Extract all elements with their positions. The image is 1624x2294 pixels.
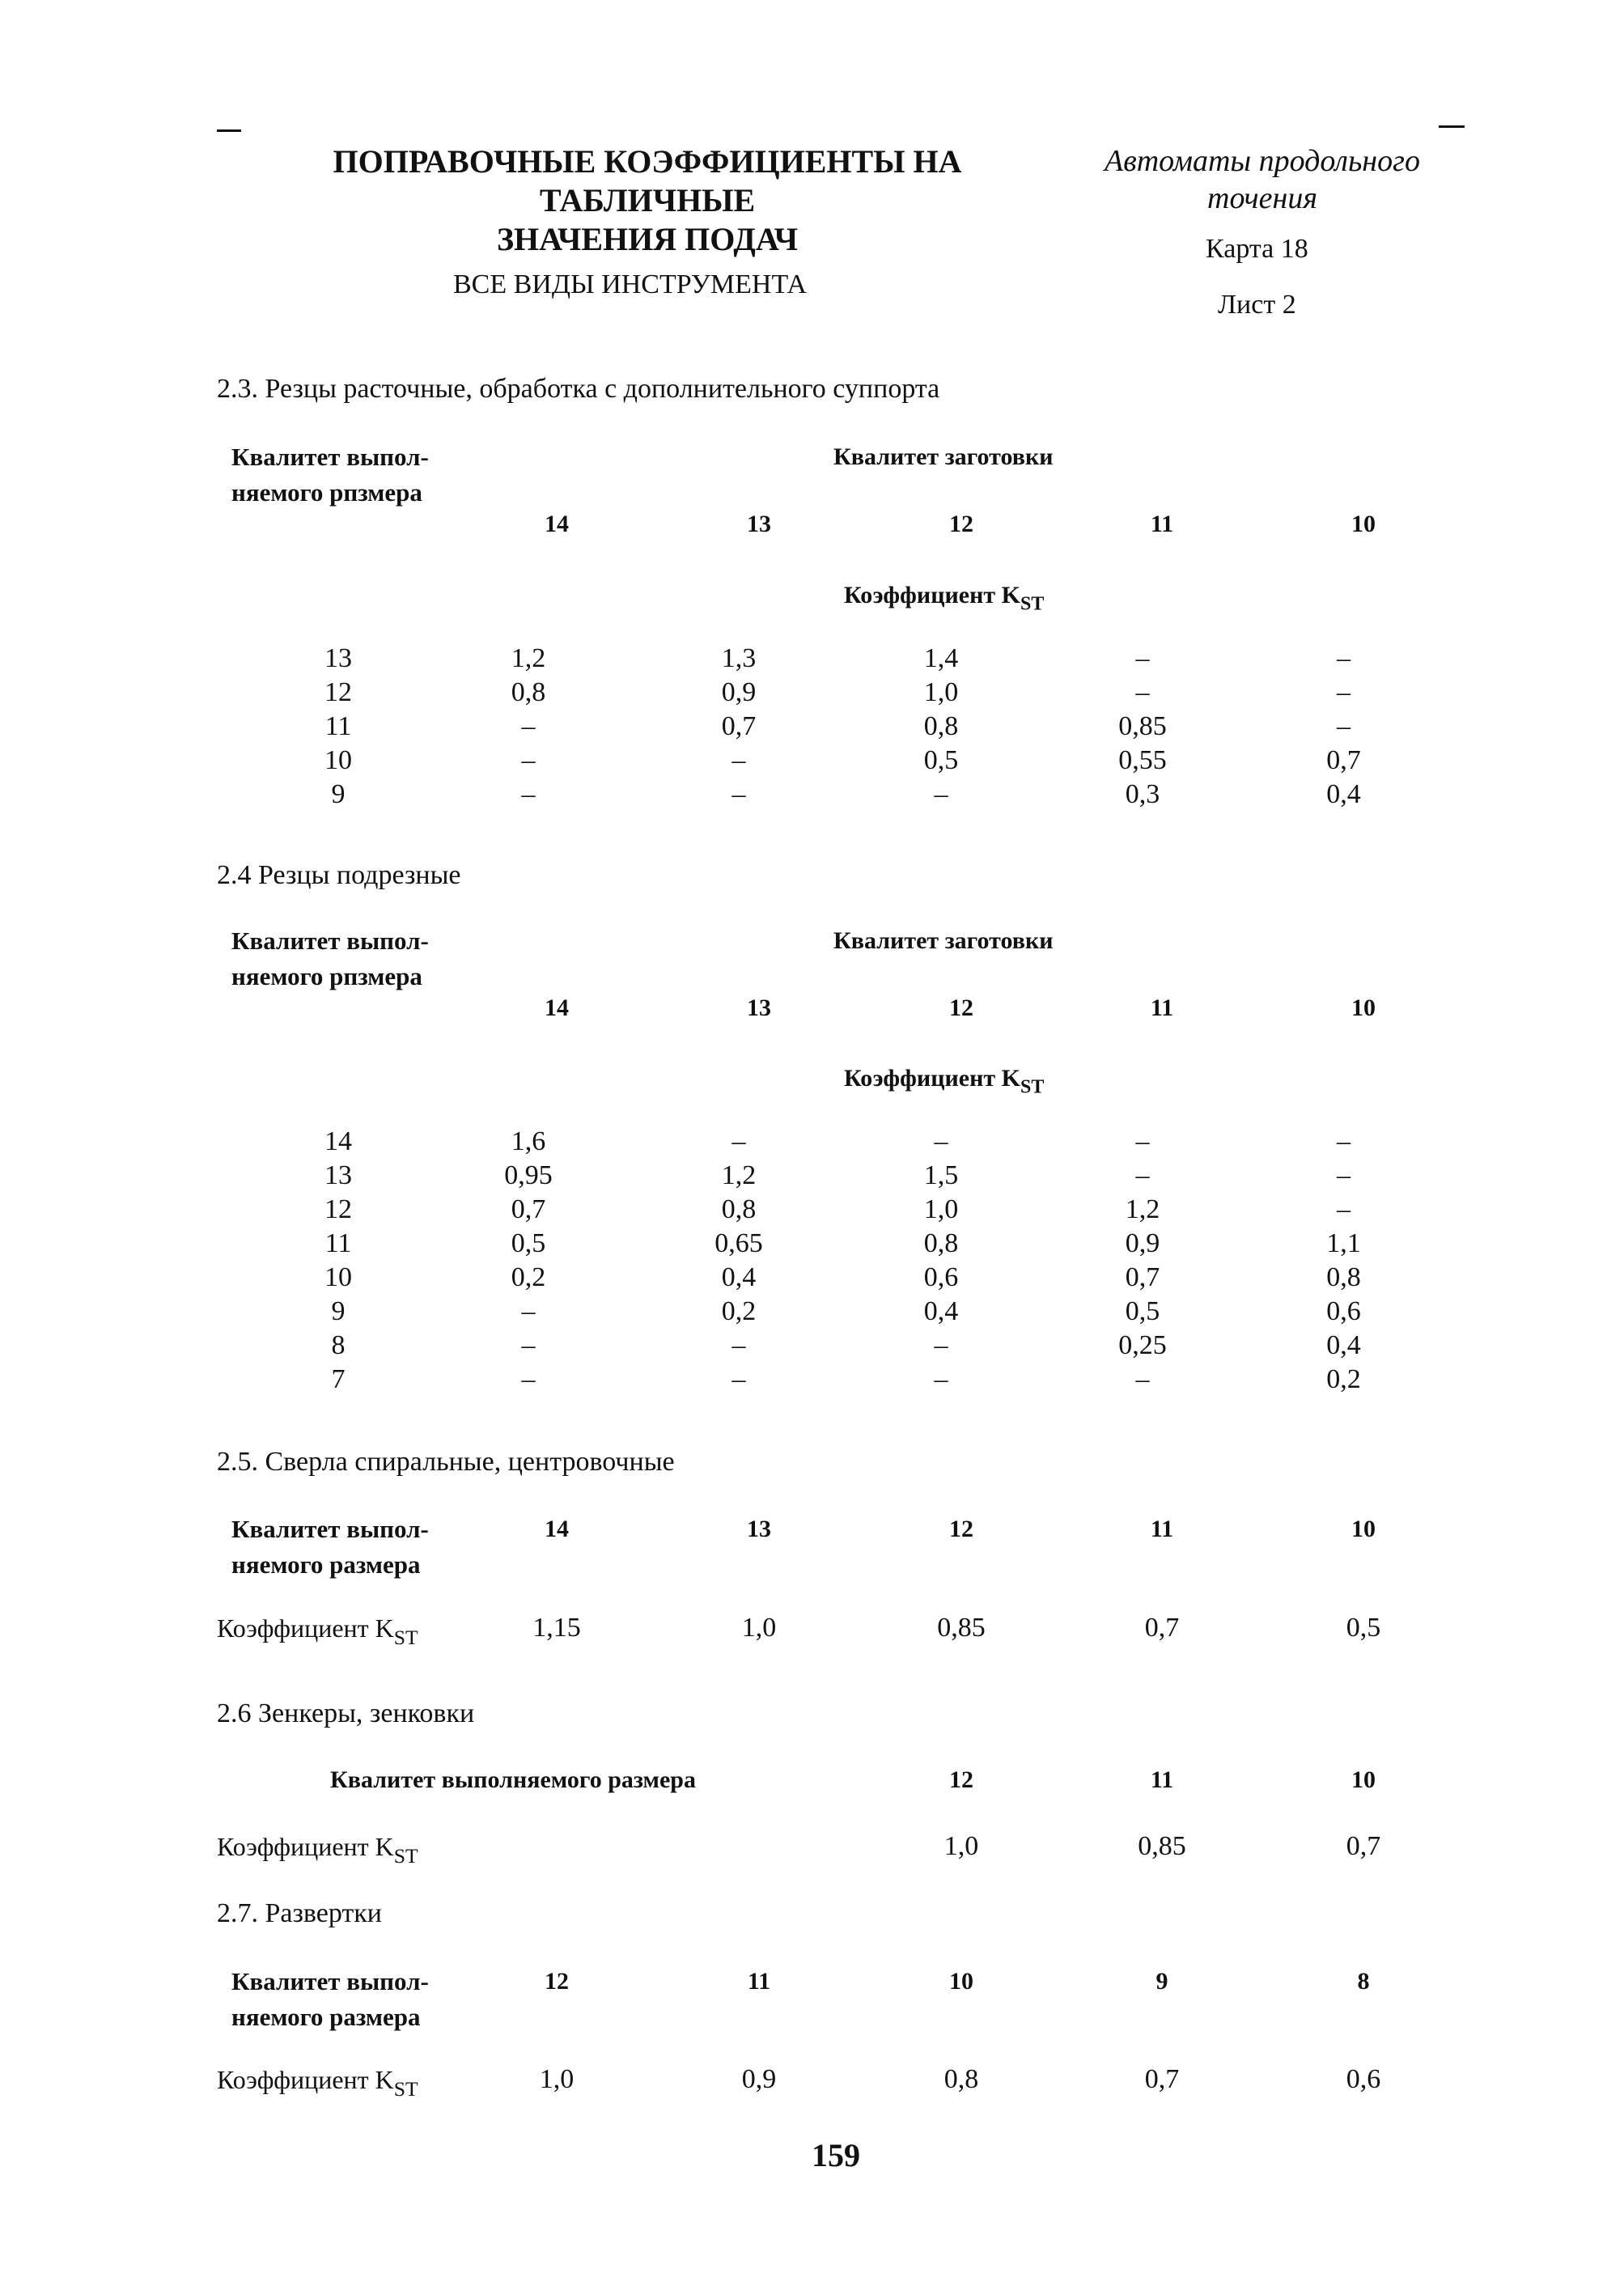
row-quality: 9: [331, 1296, 346, 1326]
table-row: [257, 710, 1444, 744]
coef-cell: 0,8: [923, 1228, 959, 1258]
column-header: 11: [1150, 1766, 1174, 1793]
coef-cell: 0,6: [1326, 1296, 1361, 1326]
coef-cell: –: [934, 1126, 948, 1156]
coef-row-label: [217, 1612, 418, 1654]
section-2-4-columns: [0, 992, 1624, 1024]
coef-cell: –: [1337, 1194, 1351, 1224]
section-2-6-columns: [0, 1764, 1624, 1796]
table-row: [257, 676, 1444, 710]
coef-value: 0,7: [1144, 1613, 1180, 1643]
coef-cell: –: [934, 1330, 948, 1360]
table-row: [257, 642, 1444, 676]
column-header: 8: [1357, 1968, 1370, 1995]
coef-cell: 0,8: [923, 711, 959, 741]
coef-cell: 0,55: [1118, 745, 1167, 775]
coef-value: 1,0: [539, 2064, 575, 2094]
coef-cell: –: [1135, 1126, 1150, 1156]
coef-text: Коэффициент K: [217, 1832, 394, 1861]
coef-cell: 0,6: [923, 1262, 959, 1292]
coef-cell: 0,4: [923, 1296, 959, 1326]
coef-cell: –: [1337, 1126, 1351, 1156]
coef-cell: –: [1337, 711, 1351, 741]
coef-cell: 0,9: [1125, 1228, 1160, 1258]
section-2-3-column-group: Квалитет заготовки: [833, 443, 1054, 470]
coef-value: 0,85: [937, 1613, 986, 1643]
coef-cell: 0,8: [721, 1194, 757, 1224]
row-quality: 13: [324, 643, 352, 673]
coef-subscript: ST: [393, 1625, 418, 1649]
coef-cell: –: [1135, 677, 1150, 707]
table-row: [257, 1193, 1444, 1227]
coef-cell: 0,4: [1326, 1330, 1361, 1360]
row-quality: 11: [324, 1228, 352, 1258]
column-header: 12: [949, 511, 973, 537]
coef-cell: –: [521, 1364, 536, 1394]
machine-category: Автоматы продольного точения: [1105, 144, 1420, 215]
section-2-4-row-label: Квалитет выпол- няемого рпзмера: [231, 927, 429, 990]
row-quality: 12: [324, 677, 352, 707]
section-2-3-columns: [0, 508, 1624, 541]
coef-cell: –: [731, 745, 746, 775]
coef-value: 1,0: [943, 1831, 979, 1861]
column-header: 14: [545, 511, 569, 537]
coef-value: 0,9: [741, 2064, 777, 2094]
section-2-4-title: 2.4 Резцы подрезные: [217, 860, 461, 890]
coef-cell: 1,4: [923, 643, 959, 673]
coef-cell: –: [934, 1364, 948, 1394]
column-header: 10: [1351, 994, 1376, 1021]
section-2-4-column-group: Квалитет заготовки: [833, 927, 1054, 954]
table-row: [257, 1261, 1444, 1295]
coef-cell: –: [1135, 643, 1150, 673]
coef-cell: –: [1337, 1160, 1351, 1190]
coef-cell: 1,6: [511, 1126, 546, 1156]
page-title: ПОПРАВОЧНЫЕ КОЭФФИЦИЕНТЫ НА ТАБЛИЧНЫЕ ЗНАЧЕНИЯ ПОДАЧ: [333, 143, 962, 257]
section-2-5-title: 2.5. Сверла спиральные, центровочные: [217, 1447, 675, 1477]
coef-cell: 0,5: [511, 1228, 546, 1258]
column-header: 12: [949, 1766, 973, 1793]
coef-cell: 0,7: [1125, 1262, 1160, 1292]
section-2-3-table: [257, 642, 1444, 812]
coef-cell: –: [731, 779, 746, 809]
coef-value: 0,85: [1138, 1831, 1186, 1861]
table-row: [257, 1125, 1444, 1159]
section-2-5-row-label: Квалитет выпол- няемого размера: [231, 1515, 429, 1579]
coef-cell: –: [521, 1296, 536, 1326]
coef-cell: 0,85: [1118, 711, 1167, 741]
column-header: 13: [747, 994, 771, 1021]
section-2-5-columns: [0, 1513, 1624, 1546]
coef-cell: 0,4: [721, 1262, 757, 1292]
coef-row-label: [217, 1830, 418, 1872]
coef-cell: –: [1135, 1364, 1150, 1394]
coef-value: 0,8: [943, 2064, 979, 2094]
coef-cell: 0,2: [721, 1296, 757, 1326]
section-2-3-coef-label: [844, 579, 1044, 620]
coef-text: Коэффициент K: [844, 582, 1020, 608]
coef-cell: –: [934, 779, 948, 809]
column-header: 12: [949, 1516, 973, 1542]
coef-cell: –: [521, 745, 536, 775]
column-header: 13: [747, 1516, 771, 1542]
coef-cell: 0,7: [1326, 745, 1361, 775]
column-header: 11: [1150, 994, 1174, 1021]
section-2-7-columns: [0, 1965, 1624, 1998]
sheet-number: Лист 2: [1218, 290, 1296, 320]
coef-cell: 0,5: [923, 745, 959, 775]
coef-cell: –: [731, 1126, 746, 1156]
coef-text: Коэффициент K: [844, 1065, 1020, 1092]
corner-mark-left: [217, 129, 241, 132]
row-quality: 14: [324, 1126, 352, 1156]
section-2-7-coef-row: [0, 2063, 1624, 2101]
coef-cell: 1,0: [923, 677, 959, 707]
coef-cell: 1,2: [511, 643, 546, 673]
corner-mark-right: [1439, 125, 1465, 128]
section-2-6-title: 2.6 Зенкеры, зенковки: [217, 1698, 475, 1728]
coef-cell: 1,5: [923, 1160, 959, 1190]
coef-cell: 1,2: [1125, 1194, 1160, 1224]
table-row: [257, 1159, 1444, 1193]
column-header: 12: [949, 994, 973, 1021]
column-header: 10: [1351, 1766, 1376, 1793]
coef-cell: 0,8: [511, 677, 546, 707]
section-2-3-title: 2.3. Резцы расточные, обработка с дополнительного суппорта: [217, 374, 940, 404]
coef-cell: 0,7: [721, 711, 757, 741]
coef-cell: 0,9: [721, 677, 757, 707]
coef-cell: 0,65: [714, 1228, 763, 1258]
section-2-7-title: 2.7. Развертки: [217, 1898, 382, 1928]
coef-text: Коэффициент K: [217, 1613, 394, 1643]
coef-subscript: ST: [1020, 593, 1045, 615]
coef-cell: –: [521, 711, 536, 741]
table-row: [257, 778, 1444, 812]
row-quality: 7: [331, 1364, 346, 1394]
column-header: 11: [1150, 511, 1174, 537]
coef-subscript: ST: [393, 1843, 418, 1868]
table-row: [257, 1295, 1444, 1329]
coef-cell: –: [731, 1330, 746, 1360]
coef-cell: 0,8: [1326, 1262, 1361, 1292]
table-row: [257, 1363, 1444, 1397]
table-row: [257, 1329, 1444, 1363]
column-header: 10: [1351, 1516, 1376, 1542]
coef-cell: 0,4: [1326, 779, 1361, 809]
table-row: [257, 1227, 1444, 1261]
coef-cell: 0,3: [1125, 779, 1160, 809]
coef-cell: 0,2: [1326, 1364, 1361, 1394]
page-number: 159: [812, 2137, 860, 2173]
coef-value: 1,0: [741, 1613, 777, 1643]
coef-value: 0,7: [1346, 1831, 1381, 1861]
coef-cell: –: [521, 779, 536, 809]
row-quality: 8: [331, 1330, 346, 1360]
coef-cell: 1,0: [923, 1194, 959, 1224]
row-quality: 10: [324, 1262, 352, 1292]
card-number: Карта 18: [1206, 234, 1308, 264]
column-header: 13: [747, 511, 771, 537]
section-2-7-row-label: Квалитет выпол- няемого размера: [231, 1967, 429, 2031]
coef-cell: 1,1: [1326, 1228, 1361, 1258]
column-header: 10: [1351, 511, 1376, 537]
section-2-6-coef-row: [0, 1830, 1624, 1868]
coef-cell: –: [1135, 1160, 1150, 1190]
coef-value: 0,7: [1144, 2064, 1180, 2094]
section-2-4-table: [257, 1125, 1444, 1397]
section-2-6-row-label: Квалитет выполняемого размера: [330, 1766, 696, 1793]
row-quality: 10: [324, 745, 352, 775]
coef-cell: –: [521, 1330, 536, 1360]
coef-cell: –: [1337, 643, 1351, 673]
coef-cell: 0,25: [1118, 1330, 1167, 1360]
coef-text: Коэффициент K: [217, 2065, 394, 2094]
section-2-5-coef-row: [0, 1612, 1624, 1649]
coef-subscript: ST: [393, 2076, 418, 2101]
coef-cell: –: [731, 1364, 746, 1394]
column-header: 14: [545, 994, 569, 1021]
row-quality: 13: [324, 1160, 352, 1190]
row-quality: 11: [324, 711, 352, 741]
coef-value: 0,6: [1346, 2064, 1381, 2094]
table-row: [257, 744, 1444, 778]
coef-value: 1,15: [532, 1613, 581, 1643]
column-header: 10: [949, 1968, 973, 1995]
coef-cell: 1,3: [721, 643, 757, 673]
coef-cell: 0,2: [511, 1262, 546, 1292]
coef-cell: 0,95: [504, 1160, 553, 1190]
coef-subscript: ST: [1020, 1076, 1045, 1098]
coef-value: 0,5: [1346, 1613, 1381, 1643]
column-header: 12: [545, 1968, 569, 1995]
column-header: 11: [1150, 1516, 1174, 1542]
row-quality: 9: [331, 779, 346, 809]
coef-cell: 1,2: [721, 1160, 757, 1190]
section-2-4-coef-label: [844, 1062, 1044, 1103]
row-quality: 12: [324, 1194, 352, 1224]
coef-cell: 0,7: [511, 1194, 546, 1224]
column-header: 9: [1155, 1968, 1168, 1995]
page-subtitle: ВСЕ ВИДЫ ИНСТРУМЕНТА: [453, 269, 808, 299]
coef-row-label: [217, 2063, 418, 2105]
column-header: 14: [545, 1516, 569, 1542]
coef-cell: –: [1337, 677, 1351, 707]
column-header: 11: [747, 1968, 771, 1995]
coef-cell: 0,5: [1125, 1296, 1160, 1326]
section-2-3-row-label: Квалитет выпол- няемого рпзмера: [231, 443, 429, 507]
